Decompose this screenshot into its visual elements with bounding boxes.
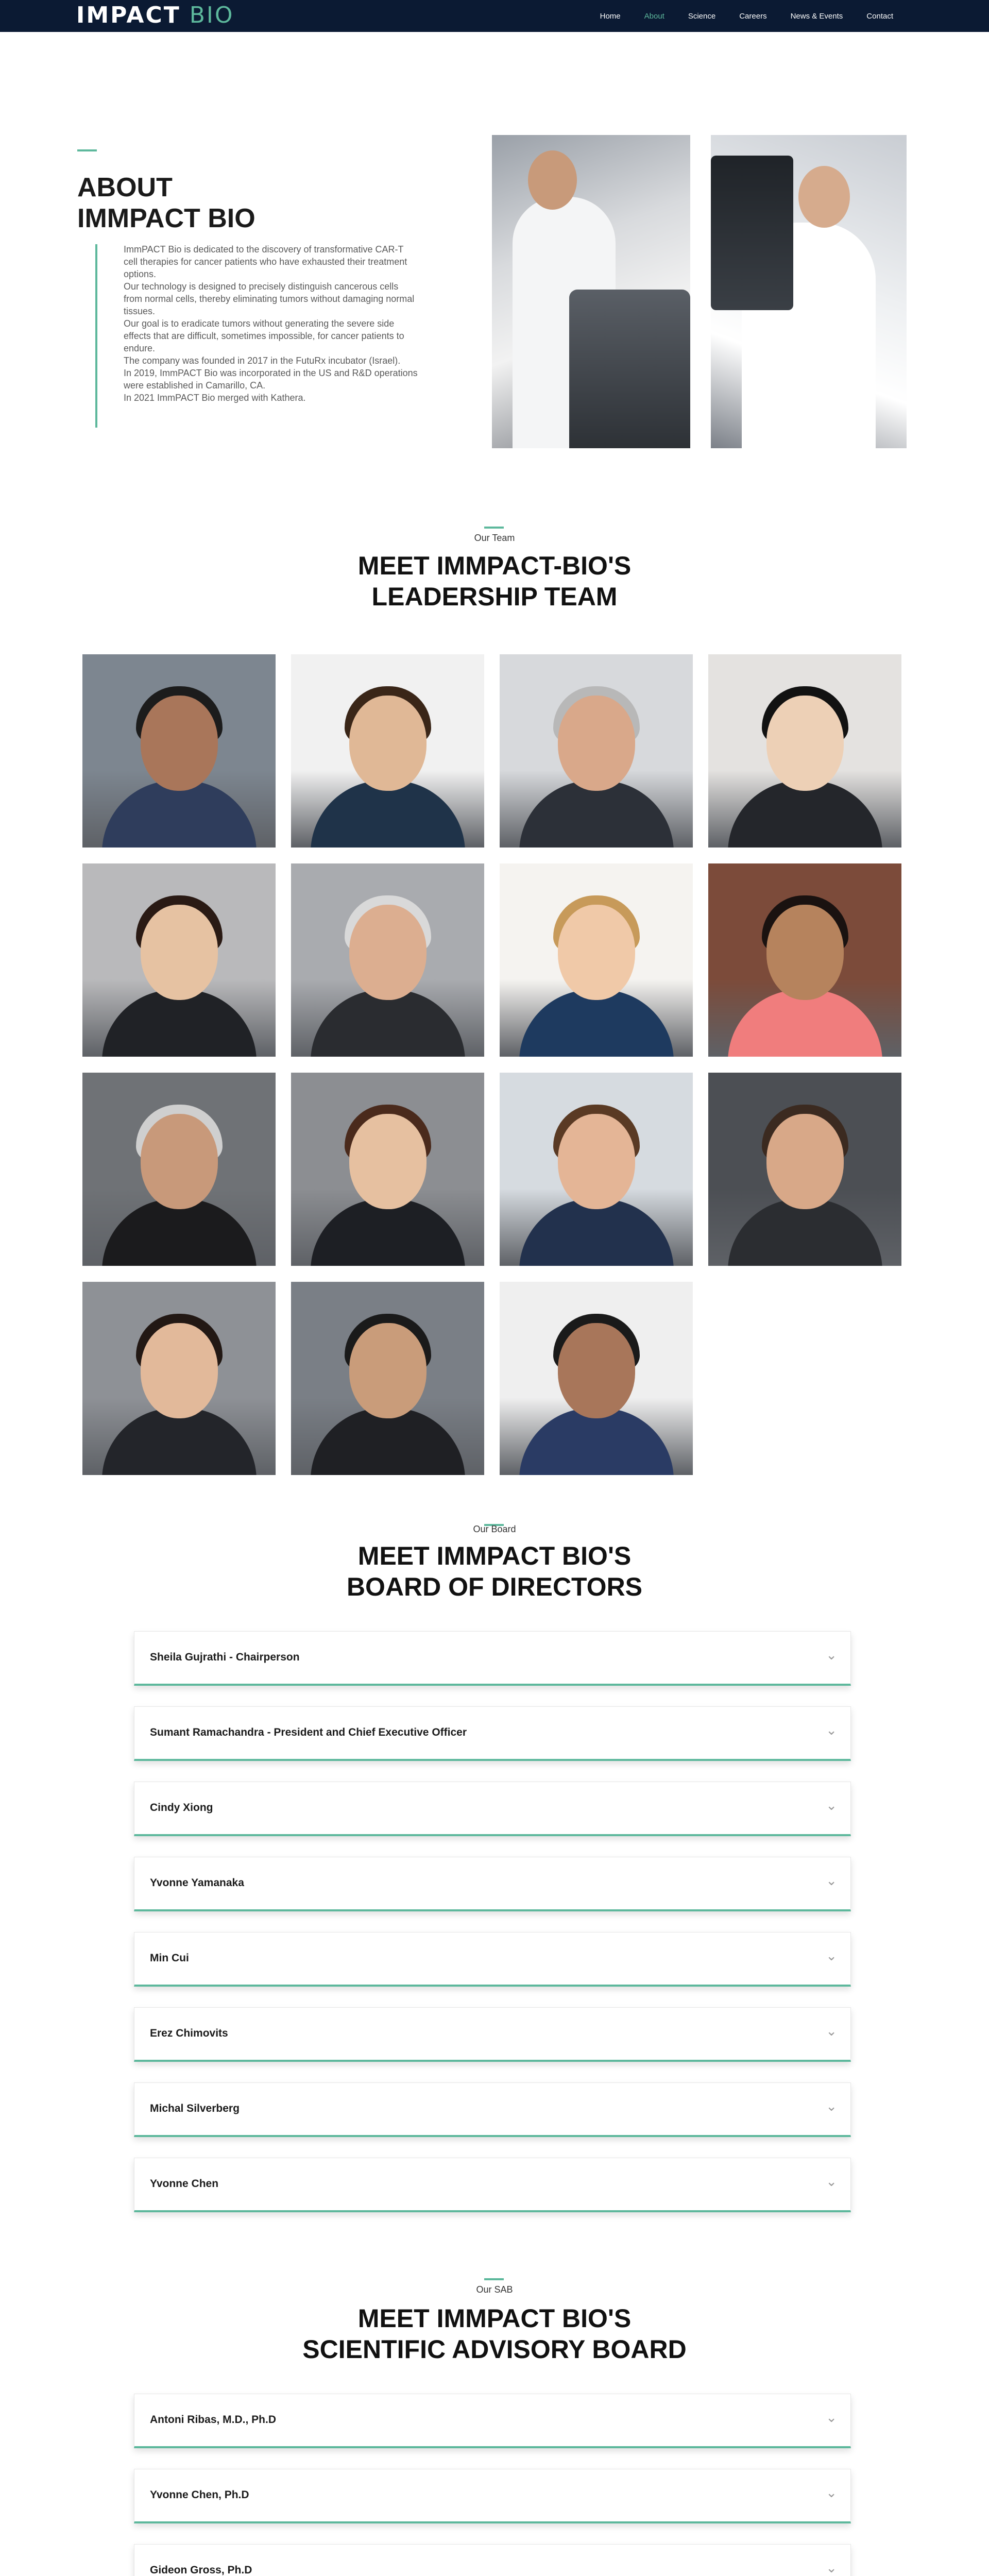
chevron-down-icon: ⌄ [826,2174,837,2189]
sab-accordion-item[interactable] [134,2469,851,2523]
chevron-down-icon: ⌄ [826,2485,837,2500]
team-member-photo [291,863,484,1057]
board-kicker: Our Board [473,1524,516,1534]
team-member-photo [708,863,901,1057]
accordion-label: Gideon Gross, Ph.D [150,2564,252,2576]
chevron-down-icon: ⌄ [826,2410,837,2425]
nav-contact[interactable]: Contact [866,11,893,21]
accordion-label: Min Cui [150,1952,189,1964]
chevron-down-icon: ⌄ [826,2098,837,2114]
about-paragraph: ImmPACT Bio is dedicated to the discovery of transformative CAR-T cell therapies for cancer patients who have exhausted their treatment options. [124,244,407,279]
board-accordion-item[interactable] [134,2158,851,2212]
board-accordion-item[interactable] [134,1631,851,1686]
team-member-photo [82,654,276,848]
sab-title [0,2303,989,2365]
team-member-photo [291,1282,484,1475]
board-accordion-item[interactable] [134,2007,851,2062]
about-paragraph: In 2019, ImmPACT Bio was incorporated in the US and R&D operations were established in Camarillo, CA. [124,368,418,391]
board-accordion-item[interactable] [134,1932,851,1987]
about-text [124,243,418,404]
nav-careers[interactable]: Careers [739,11,767,21]
team-member-photo [500,654,693,848]
team-member-photo [82,1282,276,1475]
main-nav [600,0,893,32]
sab-accordion-item[interactable] [134,2544,851,2576]
accordion-label: Michal Silverberg [150,2103,240,2114]
about-side-bar [95,244,97,428]
about-title [77,172,294,234]
sab-title-line1: MEET IMMPACT BIO'S [357,2304,632,2333]
about-title-line1: ABOUT [77,173,173,202]
chevron-down-icon: ⌄ [826,2023,837,2039]
team-member-photo [500,1073,693,1266]
accordion-label: Yvonne Chen [150,2178,219,2190]
sab-accordion-item[interactable] [134,2394,851,2448]
team-title-line1: MEET IMMPACT-BIO'S [357,551,632,580]
accordion-label: Sumant Ramachandra - President and Chief Executive Officer [150,1726,467,1738]
accordion-label: Erez Chimovits [150,2027,228,2039]
about-paragraph: In 2021 ImmPACT Bio merged with Kathera. [124,393,306,403]
sab-accent-line [484,2278,504,2280]
accordion-label: Yvonne Chen, Ph.D [150,2489,249,2501]
board-title [0,1540,989,1602]
team-member-photo [500,1282,693,1475]
chevron-down-icon: ⌄ [826,2560,837,2575]
chevron-down-icon: ⌄ [826,1873,837,1888]
top-navbar [0,0,989,32]
accordion-label: Sheila Gujrathi - Chairperson [150,1651,300,1663]
lab-photo-centrifuge [492,135,690,448]
board-title-line1: MEET IMMPACT BIO'S [357,1541,632,1570]
team-kicker: Our Team [474,533,515,543]
chevron-down-icon: ⌄ [826,1722,837,1738]
team-accent-line [484,527,504,529]
site-logo[interactable]: IMPACT BIO [76,2,234,28]
about-accent-line [77,149,97,151]
team-member-photo [82,863,276,1057]
about-paragraph: Our goal is to eradicate tumors without generating the severe side effects that are difficult, sometimes impossible, for cancer patients to endure. [124,318,404,353]
accordion-label: Yvonne Yamanaka [150,1877,244,1889]
chevron-down-icon: ⌄ [826,1948,837,1963]
team-member-photo [82,1073,276,1266]
team-member-photo [291,654,484,848]
nav-home[interactable]: Home [600,11,621,21]
team-member-photo [291,1073,484,1266]
about-paragraph: Our technology is designed to precisely distinguish cancerous cells from normal cells, thereby eliminating tumors without damaging normal tissues. [124,281,415,316]
nav-news-events[interactable]: News & Events [790,11,843,21]
team-member-photo [708,654,901,848]
board-accordion-item[interactable] [134,1782,851,1836]
board-accordion-item[interactable] [134,1857,851,1911]
chevron-down-icon: ⌄ [826,1798,837,1813]
about-paragraph: The company was founded in 2017 in the FutuRx incubator (Israel). [124,355,401,366]
board-accordion-item[interactable] [134,2082,851,2137]
nav-about[interactable]: About [644,11,664,21]
accordion-label: Cindy Xiong [150,1802,213,1814]
team-member-photo [708,1073,901,1266]
sab-kicker: Our SAB [476,2284,513,2295]
accordion-label: Antoni Ribas, M.D., Ph.D [150,2414,276,2426]
lab-photo-microscope [711,135,907,448]
sab-title-line2: SCIENTIFIC ADVISORY BOARD [302,2335,687,2364]
team-member-photo [500,863,693,1057]
about-title-line2: IMMPACT BIO [77,204,255,233]
nav-science[interactable]: Science [688,11,716,21]
board-accordion-item[interactable] [134,1706,851,1761]
chevron-down-icon: ⌄ [826,1647,837,1663]
team-title-line2: LEADERSHIP TEAM [371,582,618,611]
board-title-line2: BOARD OF DIRECTORS [346,1572,643,1601]
team-title [0,550,989,612]
